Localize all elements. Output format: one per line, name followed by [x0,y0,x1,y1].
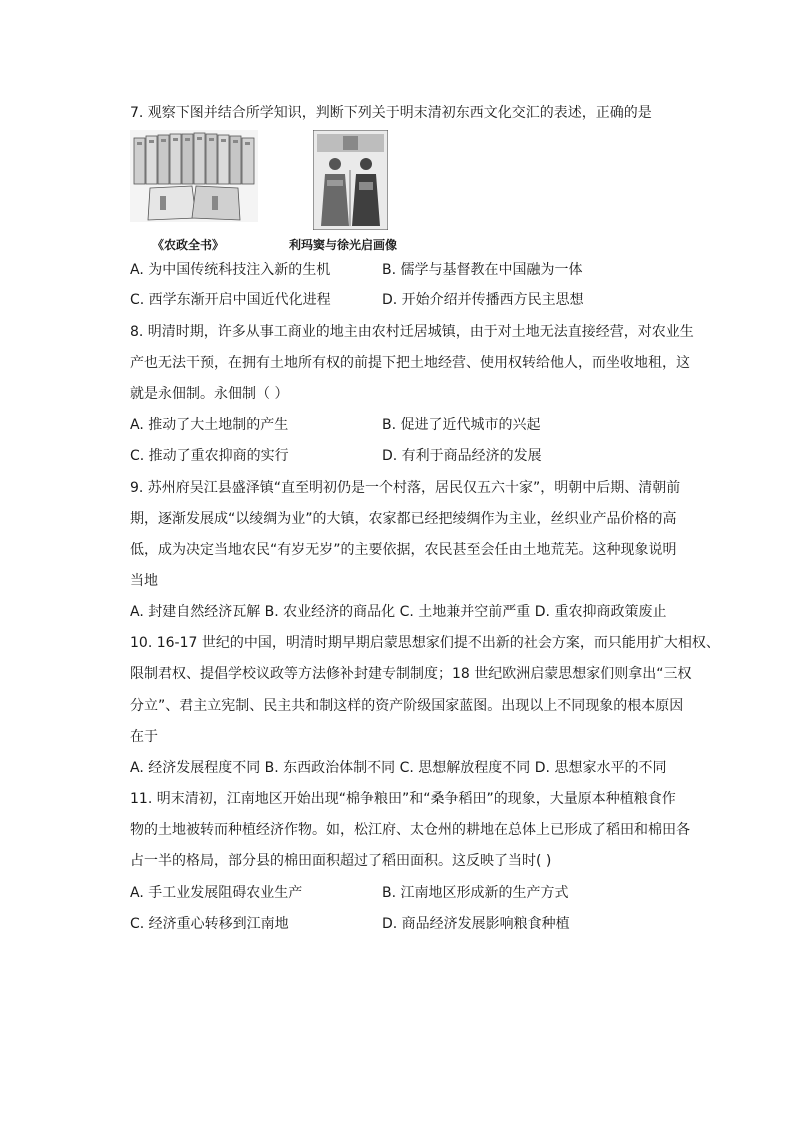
q8-option-d[interactable]: D. 有利于商品经济的发展 [382,448,542,464]
q10-stem-line-4: 在于 [130,729,158,745]
q9-stem-line-4: 当地 [130,573,158,589]
q9-stem-line-3: 低，成为决定当地农民“有岁无岁”的主要依据，农民甚至会任由土地荒芜。这种现象说明 [130,542,677,558]
q11-stem-line-2: 物的土地被转而种植经济作物。如，松江府、太仓州的耕地在总体上已形成了稻田和棉田各 [130,822,690,838]
q8-stem-line-3: 就是永佃制。永佃制（ ） [130,386,289,402]
q8-stem-line-1: 8. 明清时期，许多从事工商业的地主由农村迁居城镇，由于对土地无法直接经营，对农业生 [130,324,694,340]
q10-stem-line-3: 分立”、君主立宪制、民主共和制这样的资产阶级国家蓝图。出现以上不同现象的根本原因 [130,698,684,714]
q11-option-d[interactable]: D. 商品经济发展影响粮食种植 [382,916,570,932]
portrait-image [313,130,388,230]
q9-options[interactable]: A. 封建自然经济瓦解 B. 农业经济的商品化 C. 土地兼并空前严重 D. 重农抑商政策废止 [130,604,667,620]
book-collection-image [130,130,258,222]
q8-option-a[interactable]: A. 推动了大土地制的产生 [130,417,289,433]
q7-option-c[interactable]: C. 西学东渐开启中国近代化进程 [130,292,331,308]
q7-option-a[interactable]: A. 为中国传统科技注入新的生机 [130,262,331,278]
figure-caption-book: 《农政全书》 [152,238,225,252]
q7-option-d[interactable]: D. 开始介绍并传播西方民主思想 [382,292,584,308]
q8-option-c[interactable]: C. 推动了重农抑商的实行 [130,448,289,464]
q11-stem-line-1: 11. 明末清初，江南地区开始出现“棉争粮田”和“桑争稻田”的现象，大量原本种植粮食作 [130,791,676,807]
q8-option-b[interactable]: B. 促进了近代城市的兴起 [382,417,541,433]
q11-option-a[interactable]: A. 手工业发展阻碍农业生产 [130,885,303,901]
figure-caption-portrait: 利玛窦与徐光启画像 [289,238,398,252]
q8-stem-line-2: 产也无法干预，在拥有土地所有权的前提下把土地经营、使用权转给他人，而坐收地租，这 [130,355,690,371]
q7-stem: 7. 观察下图并结合所学知识，判断下列关于明末清初东西文化交汇的表述，正确的是 [130,105,652,121]
q11-stem-line-3: 占一半的格局，部分县的棉田面积超过了稻田面积。这反映了当时( ) [130,853,552,869]
q9-stem-line-1: 9. 苏州府吴江县盛泽镇“直至明初仍是一个村落，居民仅五六十家”，明朝中后期、清朝前 [130,480,681,496]
q10-stem-line-2: 限制君权、提倡学校议政等方法修补封建专制制度；18 世纪欧洲启蒙思想家们则拿出“三权 [130,666,692,682]
q9-stem-line-2: 期，逐渐发展成“以绫绸为业”的大镇，农家都已经把绫绸作为主业，丝织业产品价格的高 [130,511,677,527]
q7-option-b[interactable]: B. 儒学与基督教在中国融为一体 [382,262,583,278]
q10-stem-line-1: 10. 16-17 世纪的中国，明清时期早期启蒙思想家们提不出新的社会方案，而只能用扩大相权、 [130,635,720,651]
q11-option-b[interactable]: B. 江南地区形成新的生产方式 [382,885,569,901]
q10-options[interactable]: A. 经济发展程度不同 B. 东西政治体制不同 C. 思想解放程度不同 D. 思想家水平的不同 [130,760,667,776]
q11-option-c[interactable]: C. 经济重心转移到江南地 [130,916,289,932]
